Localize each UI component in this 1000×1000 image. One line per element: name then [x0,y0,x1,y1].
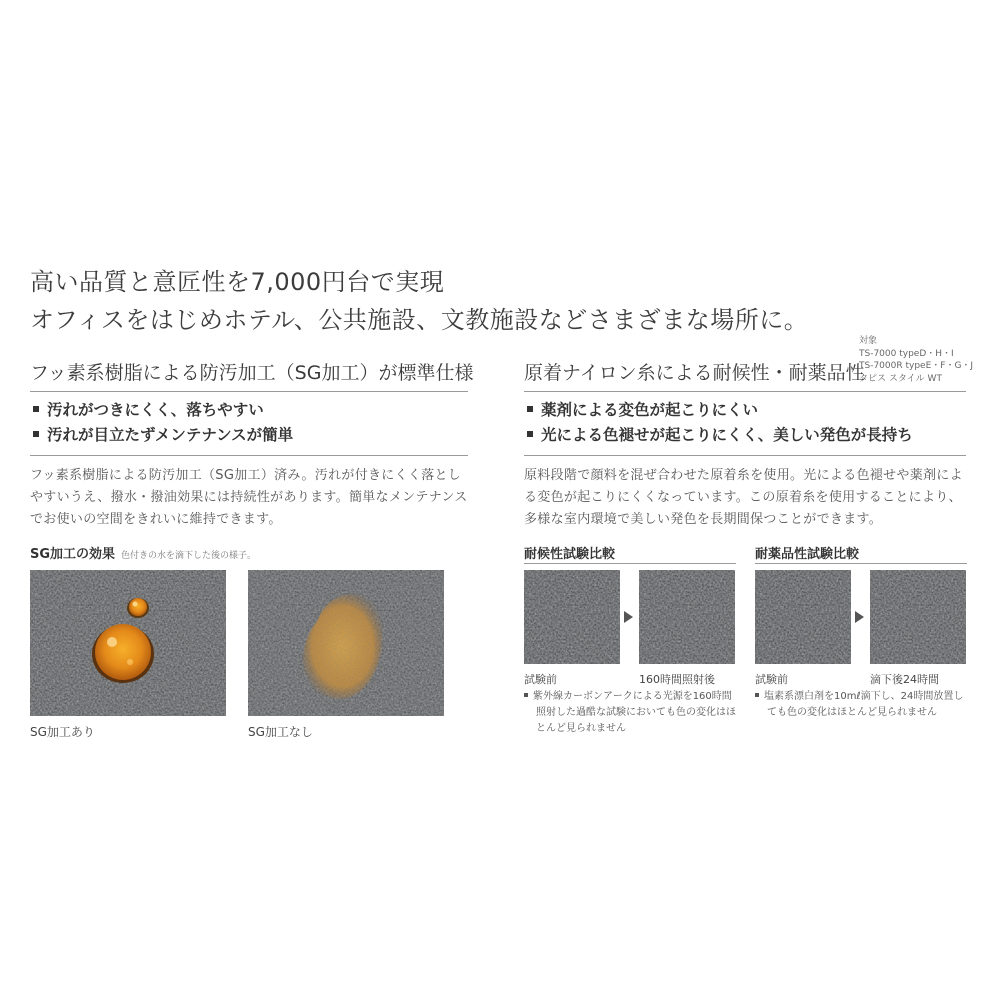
bullet-text: 汚れがつきにくく、落ちやすい [47,401,264,419]
target-product-2: TS-7000R typeE・F・G・J [859,361,974,371]
right-bullet-list [524,398,913,448]
weather-test-rule [524,563,736,564]
weather-before-caption: 試験前 [524,673,557,686]
bullet-square-icon [755,693,759,697]
bullet-square-icon [527,431,533,437]
arrow-right-icon [855,611,864,623]
bullet-text: 薬剤による変色が起こりにくい [541,401,759,419]
chemical-test-title: 耐薬品性試験比較 [755,547,860,562]
bullet-square-icon [527,406,533,412]
list-item [30,423,293,448]
sg-treated-caption: SG加工あり [30,725,95,739]
right-body-text: 原料段階で顔料を混ぜ合わせた原着糸を使用。光による色褪せや薬剤による変色が起こりにくくなっています。この原着糸を使用することにより、多様な室内環境で美しい発色を長期間保つことができます。 [524,468,963,527]
left-bullet-list [30,398,293,448]
sg-effect-title: SG加工の効果 [30,547,116,562]
weather-test-note [524,689,736,737]
bullet-text: 光による色褪せが起こりにくく、美しい発色が長持ち [541,426,913,444]
weather-note-text: 紫外線カーボンアークによる光源を160時間照射した過酷な試験においても色の変化はほとんど見られません [533,691,736,734]
list-item [524,398,913,423]
weather-after-carpet-image [639,570,735,664]
chemical-test-note [755,689,970,721]
sg-effect-heading [30,543,256,562]
bullet-square-icon [33,431,39,437]
sg-untreated-caption: SG加工なし [248,725,313,739]
bullet-text: 汚れが目立たずメンテナンスが簡単 [47,426,294,444]
left-section-title: フッ素系樹脂による防汚加工（SG加工）が標準仕様 [30,362,474,384]
sg-treated-carpet-image [30,570,226,716]
left-body-text: フッ素系樹脂による防汚加工（SG加工）済み。汚れが付きにくく落としやすいうえ、撥水・撥油効果には持続性があります。簡単なメンテナンスでお使いの空間をきれいに維持できます。 [30,468,468,527]
left-title-rule [30,391,468,392]
left-bullets-rule [30,455,468,456]
headline-line-1: 高い品質と意匠性を7,000円台で実現 [30,268,445,296]
list-item [524,423,913,448]
headline-line-2: オフィスをはじめホテル、公共施設、文教施設などさまざまな場所に。 [30,306,809,334]
list-item [30,398,293,423]
chemical-before-carpet-image [755,570,851,664]
right-title-rule [524,391,966,392]
chemical-before-caption: 試験前 [755,673,788,686]
chemical-note-text: 塩素系漂白剤を10mℓ滴下し、24時間放置しても色の変化はほとんど見られません [764,691,964,718]
target-product-3: タピス スタイル WT [859,373,942,384]
arrow-right-icon [624,611,633,623]
target-products [859,335,973,385]
right-section-title: 原着ナイロン糸による耐候性・耐薬品性 [524,362,865,384]
sg-effect-note: 色付きの水を滴下した後の様子。 [121,551,257,561]
weather-test-title: 耐候性試験比較 [524,547,616,562]
target-label: 対象 [859,336,878,346]
bullet-square-icon [33,406,39,412]
target-product-1: TS-7000 typeD・H・I [859,348,954,359]
chemical-test-rule [755,563,967,564]
bullet-square-icon [524,693,528,697]
sg-untreated-carpet-image [248,570,444,716]
chemical-after-carpet-image [870,570,966,664]
weather-after-caption: 160時間照射後 [639,673,715,686]
right-bullets-rule [524,455,966,456]
weather-before-carpet-image [524,570,620,664]
chemical-after-caption: 滴下後24時間 [870,673,939,686]
